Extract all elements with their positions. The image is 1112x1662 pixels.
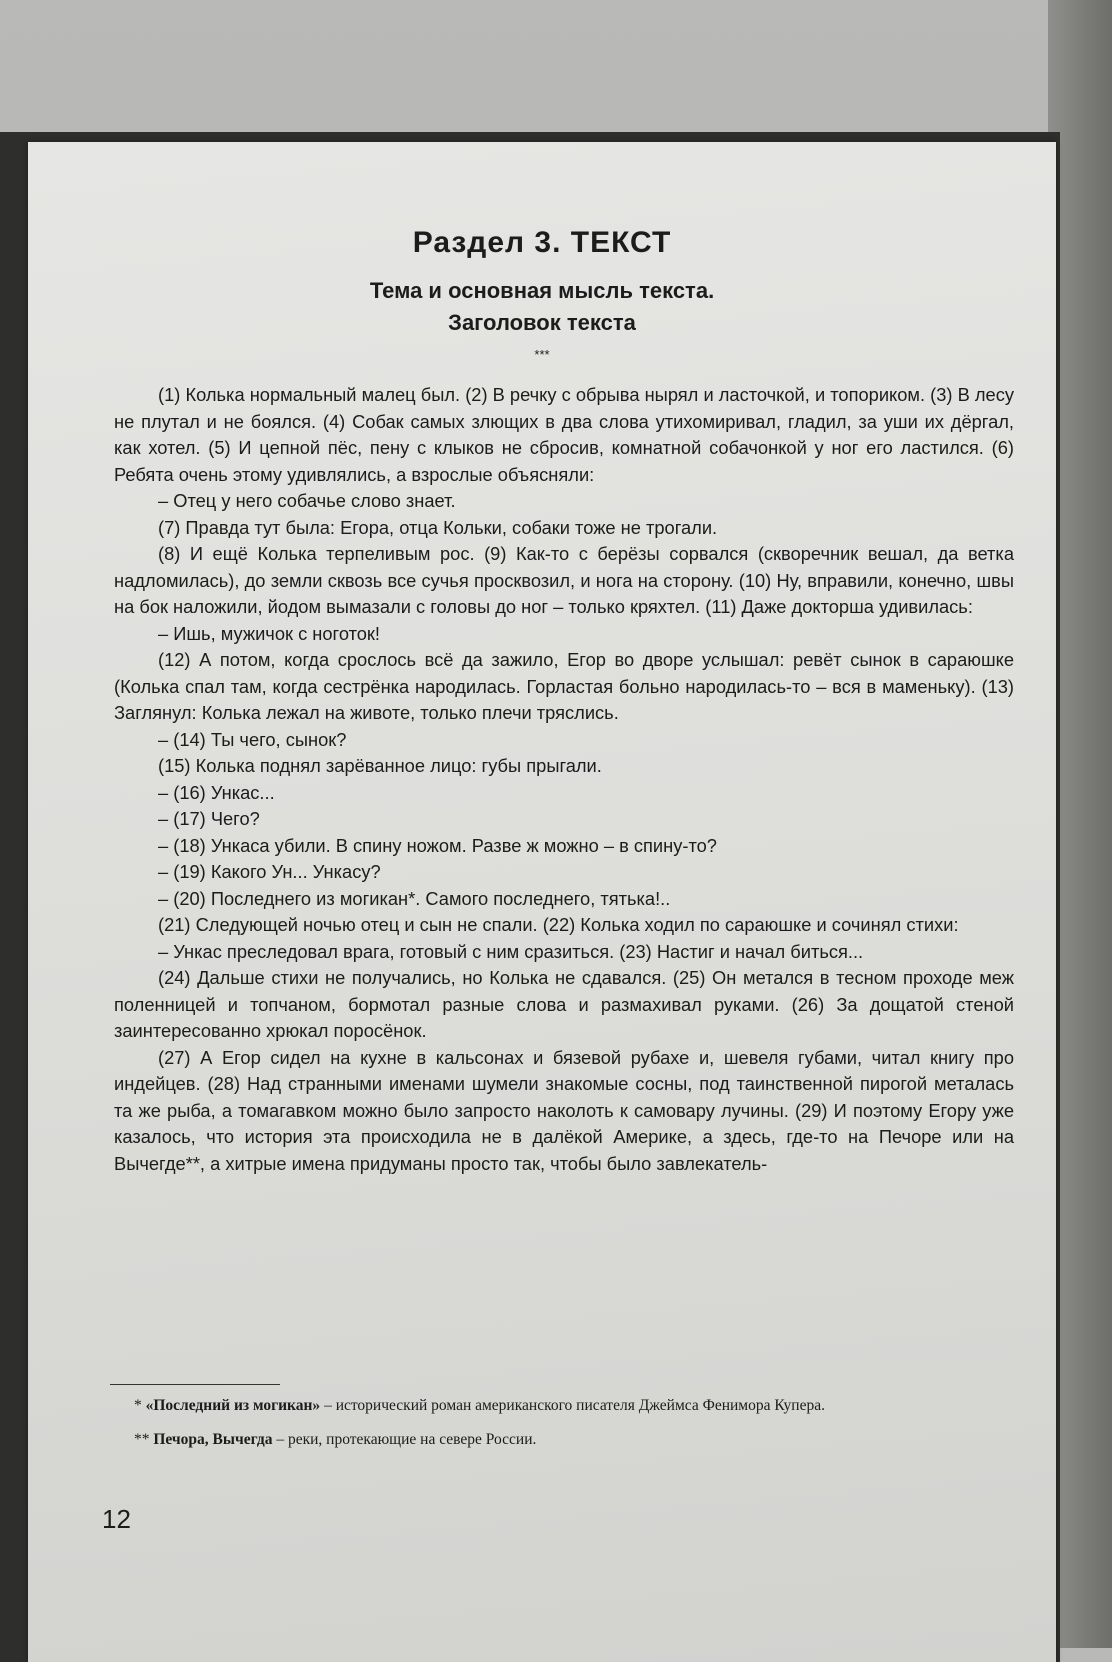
footnote-term: «Последний из могикан» xyxy=(145,1397,321,1414)
topic-title-line-2: Заголовок текста xyxy=(448,310,636,335)
paragraph: (1) Колька нормальный малец был. (2) В речку с обрыва нырял и ласточкой, и топориком. (3) В лесу не плутал и не боялся. (4) Собак самых злющих в два слова утихомиривал, гладил, за уши их дёргал, как хотел. (5) И цепной пёс, пену с клыков не сбросив, комнатной собачонкой у ног его ластился. (6) Ребята очень этому удивлялись, а взрослые объясняли: xyxy=(114,384,1014,485)
section-title: Раздел 3. ТЕКСТ xyxy=(412,226,672,259)
footnote-text: – исторический роман американского писателя Джеймса Фенимора Купера. xyxy=(320,1397,825,1414)
paragraph: (21) Следующей ночью отец и сын не спали. (22) Колька ходил по сараюшке и сочинял стихи: xyxy=(158,914,959,935)
paragraph: – (20) Последнего из могикан*. Самого последнего, тятька!.. xyxy=(158,887,671,909)
paragraph: (8) И ещё Колька терпеливым рос. (9) Как-то с берёзы сорвался (скворечник вешал, да ветка надломилась), до земли сквозь все сучья просквозил, и нога на сторону. (10) Ну, вправили, конечно, швы на бок наложили, йодом вымазали с головы до ног – только кряхтел. (11) Даже докторша удивилась: xyxy=(114,543,1014,617)
footnotes xyxy=(110,1384,1020,1461)
footnote-2 xyxy=(110,1427,1020,1453)
paragraph: (12) А потом, когда срослось всё да зажило, Егор во дворе услышал: ревёт сынок в сараюшке (Колька спал там, когда сестрёнка народилась. Горластая больно народилась-то – вся в маменьку). (13) Заглянул: Колька лежал на животе, только плечи тряслись. xyxy=(114,649,1014,723)
footnote-mark: * xyxy=(134,1397,142,1414)
page-number: 12 xyxy=(102,1504,131,1534)
paragraph: (27) А Егор сидел на кухне в кальсонах и бязевой рубахе и, шевеля губами, читал книгу про индейцев. (28) Над странными именами шумели знакомые сосны, под таинственной пирогой металась та же рыба, а томагавком можно было запросто наколоть к самовару лучины. (29) И поэтому Егору уже казалось, что история эта происходила не в далёкой Америке, а здесь, где-то на Печоре или на Вычегде**, а хитрые имена придуманы просто так, чтобы было завлекатель- xyxy=(114,1046,1014,1174)
paragraph: – (16) Ункас... xyxy=(158,781,275,803)
footnote-1 xyxy=(110,1393,1020,1419)
footnote-term: Печора, Вычегда xyxy=(153,1431,273,1448)
paragraph: (15) Колька поднял зарёванное лицо: губы прыгали. xyxy=(158,755,602,776)
paragraph: – Отец у него собачье слово знает. xyxy=(158,490,456,511)
topic-title-line-1: Тема и основная мысль текста. xyxy=(369,278,715,303)
paragraph: – Ункас преследовал врага, готовый с ним сразиться. (23) Настиг и начал биться... xyxy=(158,940,864,962)
paragraph: – (17) Чего? xyxy=(158,808,260,829)
book-page xyxy=(28,142,1056,1662)
main-text xyxy=(114,382,1014,1177)
paragraph: – (14) Ты чего, сынок? xyxy=(158,728,347,750)
paragraph: – Ишь, мужичок с ноготок! xyxy=(158,622,380,644)
separator-stars: *** xyxy=(534,347,550,362)
paragraph: (7) Правда тут была: Егора, отца Кольки, собаки тоже не трогали. xyxy=(158,516,718,538)
paragraph: – (18) Ункаса убили. В спину ножом. Разве ж можно – в спину-то? xyxy=(158,834,717,856)
paragraph: (24) Дальше стихи не получались, но Колька не сдавался. (25) Он метался в тесном проходе меж поленницей и топчаном, бормотал разные слова и размахивал руками. (26) За дощатой стеной заинтересованно хрюкал поросёнок. xyxy=(114,967,1014,1041)
footnote-mark: ** xyxy=(134,1431,150,1448)
footnote-text: – реки, протекающие на севере России. xyxy=(272,1431,537,1448)
footnote-divider xyxy=(110,1384,280,1385)
paragraph: – (19) Какого Ун... Ункасу? xyxy=(158,861,381,882)
